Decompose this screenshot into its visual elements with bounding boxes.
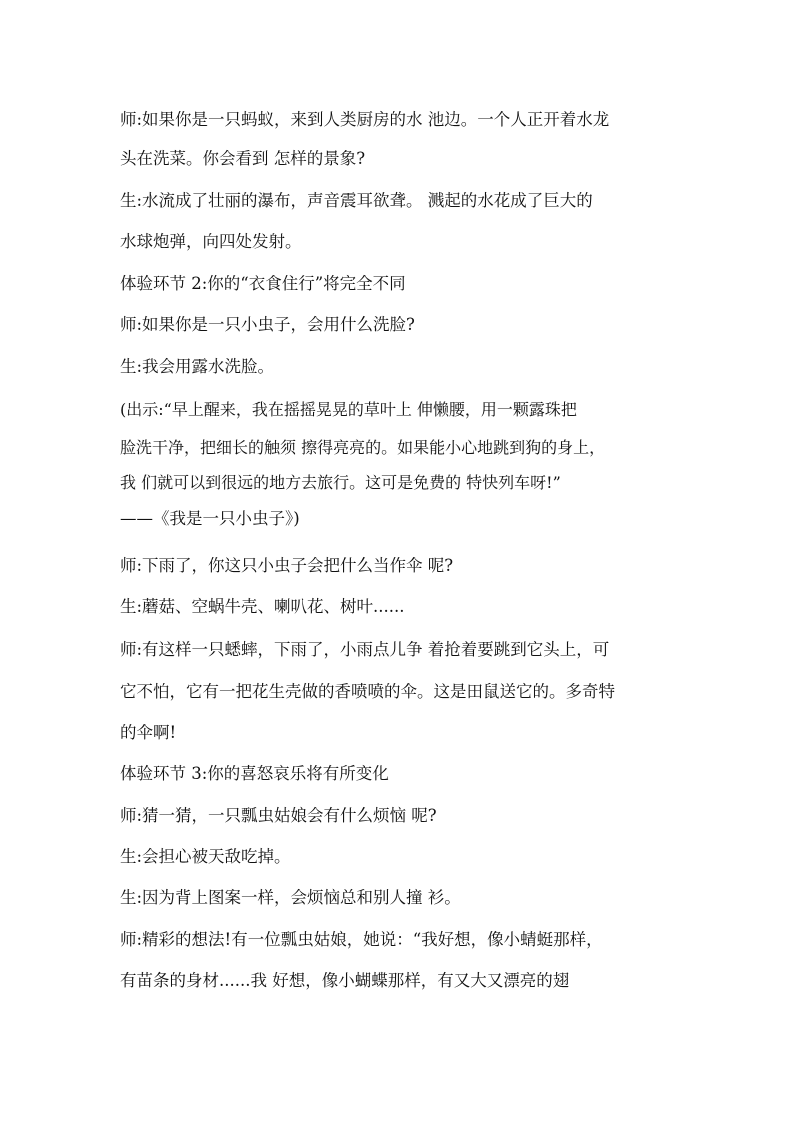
text-line: 师:猜一猜，一只瓢虫姑娘会有什么烦恼 呢? <box>120 806 437 825</box>
text-line: 的伞啊! <box>120 723 177 742</box>
text-line: 头在洗菜。你会看到 怎样的景象? <box>120 149 366 168</box>
text-line: 我 们就可以到很远的地方去旅行。这可是免费的 特快列车呀!” <box>120 473 561 492</box>
text-line: 生:我会用露水洗脸。 <box>120 357 275 376</box>
text-line: 生:因为背上图案一样，会烦恼总和别人撞 衫。 <box>120 888 461 907</box>
text-line: 它不怕，它有一把花生壳做的香喷喷的伞。这是田鼠送它的。多奇特 <box>120 682 615 701</box>
text-line: 师:如果你是一只小虫子，会用什么洗脸? <box>120 315 415 334</box>
text-line: 师:如果你是一只蚂蚁，来到人类厨房的水 池边。一个人正开着水龙 <box>120 110 610 129</box>
text-line: 生:蘑菇、空蜗牛壳、喇叭花、树叶...... <box>120 597 405 616</box>
text-line: 脸洗干净，把细长的触须 擦得亮亮的。如果能小心地跳到狗的身上， <box>120 438 606 457</box>
text-line: 水球炮弹，向四处发射。 <box>120 232 302 251</box>
text-line: 生:会担心被天敌吃掉。 <box>120 847 291 866</box>
text-line: 师:精彩的想法!有一位瓢虫姑娘，她说：“我好想，像小蜻蜓那样， <box>120 930 603 949</box>
text-line: 师:下雨了，你这只小虫子会把什么当作伞 呢? <box>120 556 454 575</box>
text-line: 生:水流成了壮丽的瀑布，声音震耳欲聋。 溅起的水花成了巨大的 <box>120 191 593 210</box>
section-heading: 体验环节 3:你的喜怒哀乐将有所变化 <box>120 764 389 783</box>
section-heading: 体验环节 2:你的“衣食住行”将完全不同 <box>120 274 406 293</box>
text-line: 师:有这样一只蟋蟀，下雨了，小雨点儿争 着抢着要跳到它头上，可 <box>120 640 610 659</box>
text-line: (出示:“早上醒来，我在摇摇晃晃的草叶上 伸懒腰，用一颗露珠把 <box>120 400 577 419</box>
text-line: 有苗条的身材......我 好想，像小蝴蝶那样，有又大又漂亮的翅 <box>120 971 570 990</box>
source-citation: ——《我是一只小虫子》) <box>120 509 300 528</box>
